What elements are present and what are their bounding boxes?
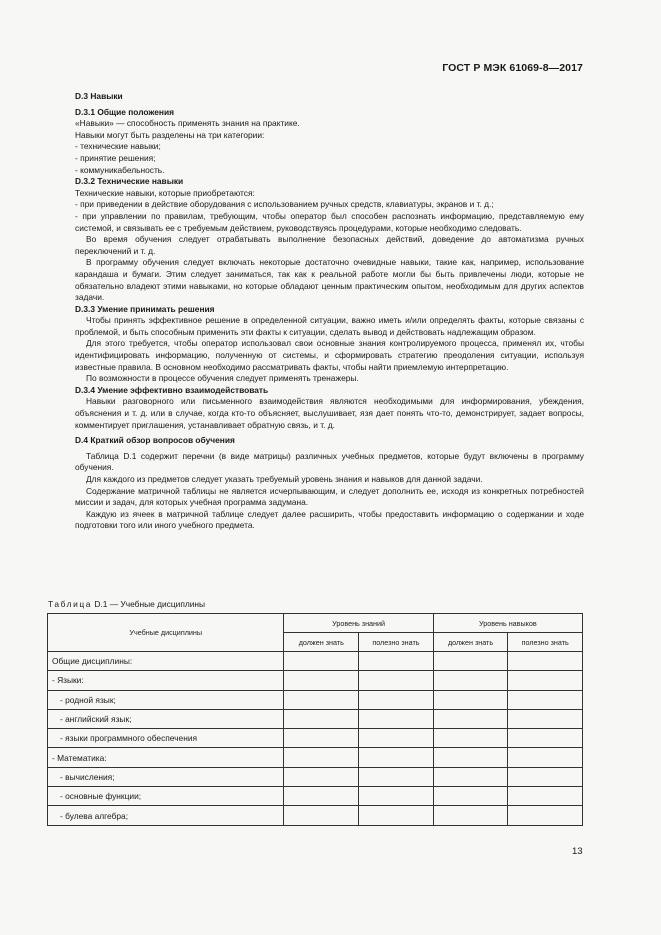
table-cell xyxy=(359,767,434,786)
list-item: - при приведении в действие оборудования с использованием ручных средств, клавиатуры, экранов и т. д.; xyxy=(75,199,494,210)
page-number: 13 xyxy=(572,846,583,857)
table-cell xyxy=(359,787,434,806)
section-heading-d33: D.3.3 Умение принимать решения xyxy=(75,303,215,314)
paragraph: Во время обучения следует отрабатывать выполнение безопасных действий, доведение до автоматизма ручных переключений и т. д. xyxy=(75,234,584,256)
list-item: - принятие решения; xyxy=(75,152,156,163)
table-cell-subject: - английский язык; xyxy=(48,709,284,728)
paragraph: Для этого требуется, чтобы оператор использовал свои основные знания контролируемого процесса, применял их, чтобы идентифицировать информацию, полученную от системы, и сформировать стратегию преодоления ситуации, используя известные правила. В основном необходимо рассматривать факты, чтобы найти приемлемую интерпретацию. xyxy=(75,338,584,372)
table-row xyxy=(48,748,583,767)
table-cell xyxy=(284,729,359,748)
list-item: - при управлении по правилам, требующим, чтобы оператор был способен распознать информацию, представляемую ему системой, и связывать ее с требуемым действием, руководствуясь процедурами, которые необходимо следовать. xyxy=(75,210,584,233)
table-cell xyxy=(359,748,434,767)
table-cell xyxy=(433,748,508,767)
col-subject-header: Учебные дисциплины xyxy=(48,614,284,652)
table-cell xyxy=(508,787,583,806)
table-cell xyxy=(508,709,583,728)
sub-useful-know-knowledge: полезно знать xyxy=(359,633,434,652)
table-cell xyxy=(508,671,583,690)
group-knowledge-header: Уровень знаний xyxy=(284,614,433,633)
paragraph: Каждую из ячеек в матричной таблице следует далее расширить, чтобы предоставить информацию о содержании и ходе подготовки того или иного учебного предмета. xyxy=(75,508,584,531)
document-body xyxy=(75,91,584,532)
table-cell xyxy=(359,690,434,709)
paragraph: Содержание матричной таблицы не является исчерпывающим, и следует дополнить ее, исходя из конкретных потребностей миссии и задач, для которых учебная программа задумана. xyxy=(75,485,584,508)
table-cell xyxy=(433,787,508,806)
table-row xyxy=(48,709,583,728)
table-cell xyxy=(508,652,583,671)
table-cell xyxy=(508,690,583,709)
table-cell xyxy=(284,709,359,728)
table-cell xyxy=(284,767,359,786)
table-cell xyxy=(359,806,434,825)
table-cell-subject: - булева алгебра; xyxy=(48,806,284,825)
disciplines-table xyxy=(47,613,583,826)
table-cell xyxy=(284,806,359,825)
table-cell xyxy=(359,729,434,748)
table-cell xyxy=(508,767,583,786)
paragraph: Технические навыки, которые приобретаются: xyxy=(75,187,255,198)
table-cell xyxy=(433,652,508,671)
paragraph: Для каждого из предметов следует указать требуемый уровень знания и навыков для данной задачи. xyxy=(86,474,483,484)
paragraph: «Навыки» — способность применять знания на практике. xyxy=(75,118,300,129)
sub-must-know-knowledge: должен знать xyxy=(284,633,359,652)
section-heading-d31: D.3.1 Общие положения xyxy=(75,106,174,117)
table-cell xyxy=(433,690,508,709)
table-caption-number: D.1 — Учебные дисциплины xyxy=(92,599,206,609)
table-row xyxy=(48,729,583,748)
table-cell-subject: Общие дисциплины: xyxy=(48,652,284,671)
paragraph: Таблица D.1 содержит перечни (в виде матрицы) различных учебных предметов, которые будут включены в программу обучения. xyxy=(75,450,584,473)
table-cell xyxy=(433,671,508,690)
section-heading-d32: D.3.2 Технические навыки xyxy=(75,176,184,187)
table-cell-subject: - родной язык; xyxy=(48,690,284,709)
table-cell xyxy=(284,690,359,709)
table-cell xyxy=(508,748,583,767)
paragraph: По возможности в процессе обучения следует применять тренажеры. xyxy=(86,373,359,384)
group-skills-header: Уровень навыков xyxy=(433,614,582,633)
table-cell-subject: - языки программного обеспечения xyxy=(48,729,284,748)
table-cell xyxy=(284,671,359,690)
paragraph: Чтобы принять эффективное решение в определенной ситуации, важно иметь и/или определять факты, которые связаны с проблемой, и быть способным применить эти факты к ситуации, сделать вывод и действовать надлежащим образом. xyxy=(75,315,584,337)
table-cell xyxy=(359,709,434,728)
paragraph: Навыки могут быть разделены на три категории: xyxy=(75,129,265,140)
table-cell xyxy=(433,729,508,748)
list-item: - коммуникабельность. xyxy=(75,164,165,175)
paragraph: В программу обучения следует включать некоторые достаточно очевидные навыки, такие как, например, использование карандаша и бумаги. Этим следует заниматься, так как к реальной работе могли бы быть привлечены люди, которые не обязательно владеют этими навыками, но которые обладают ценным практическим опытом, необходимым для других аспектов задачи. xyxy=(75,257,584,303)
table-cell-subject: - Языки: xyxy=(48,671,284,690)
table-caption-prefix: Таблица xyxy=(48,599,93,609)
table-cell xyxy=(284,787,359,806)
section-heading-d34: D.3.4 Умение эффективно взаимодействовать xyxy=(75,384,269,395)
table-cell xyxy=(433,709,508,728)
table-row xyxy=(48,652,583,671)
sub-must-know-skills: должен знать xyxy=(433,633,508,652)
table-cell-subject: - Математика: xyxy=(48,748,284,767)
table-cell xyxy=(359,652,434,671)
table-row xyxy=(48,690,583,709)
table-cell xyxy=(508,806,583,825)
table-cell xyxy=(508,729,583,748)
table-row xyxy=(48,767,583,786)
document-header: ГОСТ Р МЭК 61069-8—2017 xyxy=(442,62,583,74)
table-cell xyxy=(433,767,508,786)
table-row xyxy=(48,806,583,825)
paragraph: Навыки разговорного или письменного взаимодействия являются необходимыми для информирования, убеждения, объяснения и т. д. или в случае, когда кто-то объясняет, выслушивает, язя дает понять что-то, демонстрирует, задает вопросы, комментирует приглашения, устанавливает обратную связь, и т. д. xyxy=(75,396,584,430)
sub-useful-know-skills: полезно знать xyxy=(508,633,583,652)
table-cell-subject: - вычисления; xyxy=(48,767,284,786)
table-row xyxy=(48,671,583,690)
table-cell xyxy=(284,652,359,671)
table-row xyxy=(48,787,583,806)
section-heading-d3: D.3 Навыки xyxy=(75,91,123,101)
table-caption xyxy=(48,599,205,609)
table-cell xyxy=(433,806,508,825)
list-item: - технические навыки; xyxy=(75,141,161,152)
section-heading-d4: D.4 Краткий обзор вопросов обучения xyxy=(75,435,235,446)
table-cell-subject: - основные функции; xyxy=(48,787,284,806)
table-cell xyxy=(284,748,359,767)
table-cell xyxy=(359,671,434,690)
